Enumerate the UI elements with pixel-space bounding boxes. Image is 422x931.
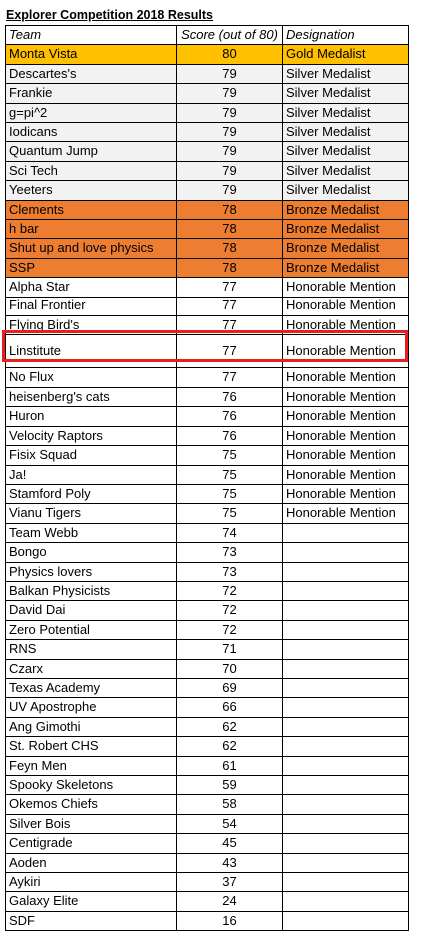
- cell-team: Czarx: [6, 659, 177, 678]
- table-row: [6, 316, 409, 335]
- cell-score: 43: [177, 853, 283, 872]
- cell-designation: Honorable Mention: [283, 335, 409, 368]
- cell-team: Descartes's: [6, 64, 177, 83]
- cell-designation: Silver Medalist: [283, 103, 409, 122]
- cell-designation: Honorable Mention: [283, 504, 409, 523]
- table-row: [6, 601, 409, 620]
- cell-score: 62: [177, 717, 283, 736]
- table-row: [6, 239, 409, 258]
- cell-team: Clements: [6, 200, 177, 219]
- cell-score: 54: [177, 814, 283, 833]
- cell-team: Linstitute: [6, 335, 177, 368]
- table-row: [6, 84, 409, 103]
- cell-designation: Gold Medalist: [283, 45, 409, 64]
- cell-score: 58: [177, 795, 283, 814]
- cell-score: 79: [177, 64, 283, 83]
- cell-designation: [283, 601, 409, 620]
- table-row: [6, 814, 409, 833]
- cell-team: Sci Tech: [6, 161, 177, 180]
- cell-team: Ja!: [6, 465, 177, 484]
- cell-score: 16: [177, 911, 283, 930]
- cell-team: Vianu Tigers: [6, 504, 177, 523]
- table-row: [6, 543, 409, 562]
- cell-designation: Honorable Mention: [283, 368, 409, 387]
- cell-team: No Flux: [6, 368, 177, 387]
- table-row: [6, 368, 409, 387]
- cell-designation: [283, 640, 409, 659]
- cell-designation: Honorable Mention: [283, 426, 409, 445]
- cell-score: 77: [177, 335, 283, 368]
- cell-score: 77: [177, 368, 283, 387]
- cell-team: Shut up and love physics: [6, 239, 177, 258]
- cell-team: Fisix Squad: [6, 446, 177, 465]
- cell-score: 78: [177, 200, 283, 219]
- cell-score: 37: [177, 873, 283, 892]
- table-row: [6, 523, 409, 542]
- cell-team: Galaxy Elite: [6, 892, 177, 911]
- highlighted-row: [6, 335, 409, 368]
- table-row: [6, 426, 409, 445]
- cell-designation: [283, 776, 409, 795]
- cell-score: 79: [177, 123, 283, 142]
- table-row: [6, 200, 409, 219]
- cell-score: 76: [177, 387, 283, 406]
- cell-team: Iodicans: [6, 123, 177, 142]
- cell-designation: Bronze Medalist: [283, 200, 409, 219]
- cell-team: Quantum Jump: [6, 142, 177, 161]
- cell-team: Spooky Skeletons: [6, 776, 177, 795]
- table-row: [6, 581, 409, 600]
- cell-designation: Silver Medalist: [283, 181, 409, 200]
- cell-score: 73: [177, 543, 283, 562]
- table-row: [6, 504, 409, 523]
- cell-designation: [283, 892, 409, 911]
- cell-designation: Honorable Mention: [283, 297, 409, 315]
- table-row: [6, 834, 409, 853]
- table-row: [6, 484, 409, 503]
- cell-score: 61: [177, 756, 283, 775]
- cell-score: 79: [177, 161, 283, 180]
- cell-designation: [283, 911, 409, 930]
- cell-score: 78: [177, 239, 283, 258]
- cell-score: 24: [177, 892, 283, 911]
- cell-team: Final Frontier: [6, 297, 177, 315]
- cell-team: Okemos Chiefs: [6, 795, 177, 814]
- page-title: Explorer Competition 2018 Results: [6, 8, 214, 22]
- cell-score: 71: [177, 640, 283, 659]
- table-row: [6, 387, 409, 406]
- cell-score: 78: [177, 220, 283, 239]
- cell-team: Feyn Men: [6, 756, 177, 775]
- cell-team: St. Robert CHS: [6, 737, 177, 756]
- cell-team: Zero Potential: [6, 620, 177, 639]
- cell-team: RNS: [6, 640, 177, 659]
- cell-designation: [283, 620, 409, 639]
- cell-team: heisenberg's cats: [6, 387, 177, 406]
- table-row: [6, 776, 409, 795]
- cell-score: 79: [177, 142, 283, 161]
- cell-team: Yeeters: [6, 181, 177, 200]
- cell-team: UV Apostrophe: [6, 698, 177, 717]
- cell-designation: Silver Medalist: [283, 142, 409, 161]
- cell-designation: [283, 562, 409, 581]
- cell-designation: Silver Medalist: [283, 64, 409, 83]
- table-row: [6, 659, 409, 678]
- cell-team: Monta Vista: [6, 45, 177, 64]
- table-header-row: [6, 26, 409, 45]
- cell-designation: Honorable Mention: [283, 407, 409, 426]
- cell-score: 79: [177, 181, 283, 200]
- cell-designation: [283, 834, 409, 853]
- cell-team: Stamford Poly: [6, 484, 177, 503]
- cell-designation: [283, 698, 409, 717]
- cell-team: Centigrade: [6, 834, 177, 853]
- cell-score: 74: [177, 523, 283, 542]
- table-row: [6, 873, 409, 892]
- cell-score: 75: [177, 504, 283, 523]
- table-row: [6, 220, 409, 239]
- table-row: [6, 620, 409, 639]
- cell-score: 77: [177, 297, 283, 315]
- cell-team: Silver Bois: [6, 814, 177, 833]
- cell-team: Huron: [6, 407, 177, 426]
- cell-score: 77: [177, 316, 283, 335]
- cell-designation: [283, 737, 409, 756]
- cell-score: 72: [177, 581, 283, 600]
- cell-team: Texas Academy: [6, 678, 177, 697]
- table-row: [6, 678, 409, 697]
- cell-score: 72: [177, 620, 283, 639]
- cell-team: Balkan Physicists: [6, 581, 177, 600]
- cell-designation: Honorable Mention: [283, 484, 409, 503]
- cell-score: 76: [177, 426, 283, 445]
- cell-team: SDF: [6, 911, 177, 930]
- cell-team: Team Webb: [6, 523, 177, 542]
- cell-score: 80: [177, 45, 283, 64]
- cell-designation: [283, 659, 409, 678]
- header-score: Score (out of 80): [177, 26, 283, 45]
- cell-score: 75: [177, 465, 283, 484]
- cell-score: 45: [177, 834, 283, 853]
- table-row: [6, 181, 409, 200]
- header-designation: Designation: [283, 26, 409, 45]
- table-row: [6, 123, 409, 142]
- cell-score: 76: [177, 407, 283, 426]
- cell-team: g=pi^2: [6, 103, 177, 122]
- table-row: [6, 737, 409, 756]
- cell-designation: Bronze Medalist: [283, 258, 409, 277]
- cell-designation: [283, 717, 409, 736]
- table-row: [6, 698, 409, 717]
- cell-designation: [283, 581, 409, 600]
- table-row: [6, 853, 409, 872]
- table-row: [6, 756, 409, 775]
- cell-designation: Honorable Mention: [283, 387, 409, 406]
- cell-score: 72: [177, 601, 283, 620]
- cell-designation: Bronze Medalist: [283, 220, 409, 239]
- cell-designation: Silver Medalist: [283, 84, 409, 103]
- cell-team: Aoden: [6, 853, 177, 872]
- table-row: [6, 258, 409, 277]
- cell-designation: Honorable Mention: [283, 446, 409, 465]
- cell-designation: [283, 678, 409, 697]
- cell-designation: [283, 756, 409, 775]
- cell-team: Physics lovers: [6, 562, 177, 581]
- table-row: [6, 407, 409, 426]
- cell-score: 62: [177, 737, 283, 756]
- cell-designation: Honorable Mention: [283, 278, 409, 297]
- cell-score: 75: [177, 484, 283, 503]
- cell-designation: [283, 853, 409, 872]
- table-row: [6, 911, 409, 930]
- cell-designation: Honorable Mention: [283, 316, 409, 335]
- cell-team: Flying Bird's: [6, 316, 177, 335]
- table-row: [6, 640, 409, 659]
- cell-designation: [283, 814, 409, 833]
- table-row: [6, 562, 409, 581]
- cell-team: Ang Gimothi: [6, 717, 177, 736]
- cell-designation: Honorable Mention: [283, 465, 409, 484]
- cell-designation: [283, 523, 409, 542]
- table-row: [6, 465, 409, 484]
- cell-designation: Silver Medalist: [283, 161, 409, 180]
- cell-designation: Bronze Medalist: [283, 239, 409, 258]
- cell-score: 75: [177, 446, 283, 465]
- table-row: [6, 446, 409, 465]
- table-row: [6, 297, 409, 315]
- cell-team: SSP: [6, 258, 177, 277]
- cell-team: Velocity Raptors: [6, 426, 177, 445]
- cell-team: Frankie: [6, 84, 177, 103]
- cell-score: 79: [177, 84, 283, 103]
- cell-team: David Dai: [6, 601, 177, 620]
- table-row: [6, 892, 409, 911]
- table-row: [6, 717, 409, 736]
- cell-designation: Silver Medalist: [283, 123, 409, 142]
- cell-score: 66: [177, 698, 283, 717]
- cell-score: 70: [177, 659, 283, 678]
- table-row: [6, 64, 409, 83]
- table-row: [6, 103, 409, 122]
- cell-score: 69: [177, 678, 283, 697]
- cell-designation: [283, 873, 409, 892]
- cell-designation: [283, 795, 409, 814]
- cell-score: 78: [177, 258, 283, 277]
- cell-team: Aykiri: [6, 873, 177, 892]
- table-row: [6, 795, 409, 814]
- cell-team: Alpha Star: [6, 278, 177, 297]
- cell-team: h bar: [6, 220, 177, 239]
- table-row: [6, 142, 409, 161]
- table-row: [6, 45, 409, 64]
- cell-team: Bongo: [6, 543, 177, 562]
- cell-score: 77: [177, 278, 283, 297]
- cell-score: 79: [177, 103, 283, 122]
- table-row: [6, 161, 409, 180]
- cell-score: 73: [177, 562, 283, 581]
- results-table: [5, 25, 409, 931]
- table-body: [6, 45, 409, 931]
- table-row: [6, 278, 409, 297]
- cell-score: 59: [177, 776, 283, 795]
- cell-designation: [283, 543, 409, 562]
- header-team: Team: [6, 26, 177, 45]
